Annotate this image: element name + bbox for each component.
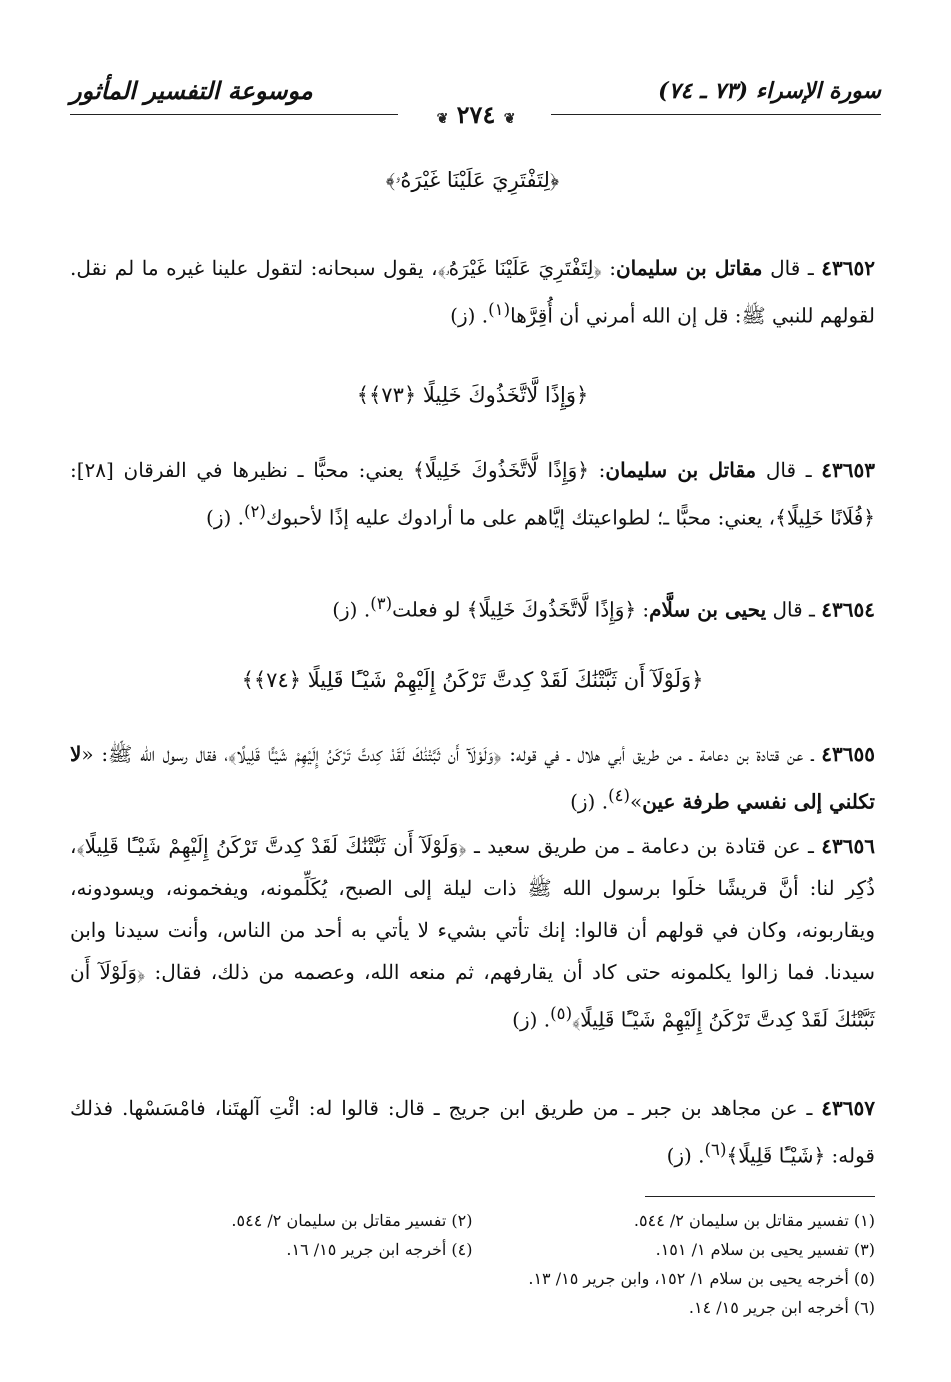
footnote-ref: (٦) <box>704 1140 727 1159</box>
footnote-row <box>70 1235 875 1264</box>
entry-intro: ـ قال <box>756 458 822 482</box>
footnote-6: (٦) أخرجه ابن جرير ١٥/ ١٤. <box>688 1298 875 1317</box>
verse-text: ﴿لِتَفْتَرِيَ عَلَيْنَا غَيْرَهُۥ﴾ <box>385 168 560 192</box>
entry-number: ٤٣٦٥٦ <box>821 834 875 858</box>
verse-text: ﴿وَإِذًا لَّاتَّخَذُوكَ خَلِيلًا ﴿٧٣﴾﴾ <box>356 383 589 407</box>
footnote-divider <box>645 1196 875 1197</box>
header-rule-right <box>551 114 881 115</box>
footnotes <box>70 1206 875 1322</box>
entry-text <box>70 1087 875 1177</box>
entry-43656 <box>70 825 875 1041</box>
entry-number: ٤٣٦٥٧ <box>821 1096 876 1120</box>
footnote-row <box>70 1293 875 1322</box>
footnote-ref: (٤) <box>608 786 631 805</box>
entry-text <box>70 583 875 631</box>
entry-intro: ـ قال <box>762 256 822 280</box>
footnote-row <box>70 1264 875 1293</box>
hadith-text: لا تكلني إلى نفسي طرفة عين <box>70 742 875 814</box>
ornament-icon: ❦ <box>436 111 449 127</box>
footnote-ref: (٣) <box>370 594 393 613</box>
entry-text <box>70 449 875 539</box>
footnote-ref: (٥) <box>550 1004 573 1023</box>
narrator: مقاتل بن سليمان <box>605 458 757 482</box>
verse-heading <box>70 383 875 407</box>
surah-title: سورة الإسراء (٧٣ ـ ٧٤) <box>658 78 881 104</box>
entry-body: ـ عن قتادة بن دعامة ـ من طريق أبي هلال ـ في قوله: ﴿وَلَوْلَآ أَن ثَبَّتْنَٰكَ لَقَدْ كِدتَّ تَرْكَنُ إِلَيْهِمْ شَيْـًٔا قَلِيلًا﴾، فقال رسول الله ﷺ: « <box>81 742 822 766</box>
entry-number: ٤٣٦٥٤ <box>821 597 875 622</box>
entry-text <box>70 825 875 1041</box>
footnote-ref: (٢) <box>244 502 266 521</box>
entry-number: ٤٣٦٥٥ <box>821 742 875 766</box>
entry-source-mark: . (ز) <box>332 597 371 622</box>
entry-source-mark: . (ز) <box>206 505 244 530</box>
entry-43652 <box>70 247 875 337</box>
page-number: ٢٧٤ <box>456 100 496 129</box>
entry-body: : ﴿لِتَفْتَرِيَ عَلَيْنَا غَيْرَهُۥ﴾، يقول سبحانه: لتقول علينا غيره ما لم نقل. لقولهم للنبي ﷺ: قل إن الله أمرني أن أُقِرَّها <box>70 256 875 328</box>
verse-heading <box>70 168 875 193</box>
entry-body: ـ عن مجاهد بن جبر ـ من طريق ابن جريج ـ قال: قالوا له: ائْتِ آلهتَنا، فامْسَسْها. فذلك قوله: ﴿شَيْـًٔا قَلِيلًا﴾ <box>70 1096 875 1168</box>
entry-43657 <box>70 1087 875 1177</box>
entry-number: ٤٣٦٥٣ <box>821 458 875 482</box>
footnote-3: (٣) تفسير يحيى بن سلام ١/ ١٥١. <box>655 1240 875 1259</box>
entry-body: : ﴿وَإِذًا لَّاتَّخَذُوكَ خَلِيلًا﴾ يعني: محبًّا ـ نظيرها في الفرقان [٢٨]: ﴿فُلَانًا خَلِيلًا﴾، يعني: محبًّا ـ؛ لطواعيتك إيَّاهم على ما أرادوك عليه إذًا لأحبوك <box>70 458 875 530</box>
footnote-5: (٥) أخرجه يحيى بن سلام ١/ ١٥٢، وابن جرير ١٥/ ١٣. <box>528 1269 875 1288</box>
entry-43655 <box>70 733 875 823</box>
entry-43654 <box>70 583 875 631</box>
verse-heading <box>70 668 875 692</box>
entry-body: : ﴿وَإِذًا لَّاتَّخَذُوكَ خَلِيلًا﴾ لو فعلت <box>392 597 650 622</box>
entry-43653 <box>70 449 875 539</box>
page-number-group <box>422 100 530 129</box>
verse-text: ﴿وَلَوْلَآ أَن ثَبَّتْنَٰكَ لَقَدْ كِدتَّ تَرْكَنُ إِلَيْهِمْ شَيْـًٔا قَلِيلًا ﴿٧٤﴾﴾ <box>241 668 704 692</box>
entry-source-mark: . (ز) <box>450 303 489 328</box>
entry-body-close: » <box>630 789 643 814</box>
entry-source-mark: . (ز) <box>512 1007 551 1032</box>
narrator: مقاتل بن سليمان <box>615 256 763 280</box>
ornament-icon: ❦ <box>503 111 516 127</box>
footnote-2: (٢) تفسير مقاتل بن سليمان ٢/ ٥٤٤. <box>231 1211 473 1230</box>
entry-number: ٤٣٦٥٢ <box>821 256 875 280</box>
entry-source-mark: . (ز) <box>666 1143 705 1168</box>
entry-text <box>70 733 875 823</box>
entry-source-mark: . (ز) <box>570 789 609 814</box>
entry-body: ـ عن قتادة بن دعامة ـ من طريق سعيد ـ ﴿وَلَوْلَآ أَن ثَبَّتْنَٰكَ لَقَدْ كِدتَّ تَرْكَنُ إِلَيْهِمْ شَيْـًٔا قَلِيلًا﴾، ذُكِر لنا: أنَّ قريشًا خلَوا برسول الله ﷺ ذات ليلة إلى الصبح، يُكَلِّمونه، ويفخمونه، ويسودونه، ويقاربونه، وكان في قولهم أن قالوا: إنك تأتي بشيء لا يأتي به أحد من الناس، وأنت سيدنا وابن سيدنا. فما زالوا يكلمونه حتى كاد أن يقارفهم، ثم منعه الله، وعصمه من ذلك، فقال: ﴿وَلَوْلَآ أَن ثَبَّتْنَٰكَ لَقَدْ كِدتَّ تَرْكَنُ إِلَيْهِمْ شَيْـًٔا قَلِيلًا﴾ <box>70 834 875 1032</box>
footnote-ref: (١) <box>488 300 511 319</box>
footnote-1: (١) تفسير مقاتل بن سليمان ٢/ ٥٤٤. <box>633 1211 875 1230</box>
entry-text <box>70 247 875 337</box>
footnote-4: (٤) أخرجه ابن جرير ١٥/ ١٦. <box>286 1240 473 1259</box>
page-header <box>70 70 881 130</box>
narrator: يحيى بن سلَّام <box>649 597 767 622</box>
header-rule-left <box>70 114 398 115</box>
entry-intro: ـ قال <box>766 597 822 622</box>
book-title: موسوعة التفسير المأثور <box>70 76 313 105</box>
footnote-row <box>70 1206 875 1235</box>
